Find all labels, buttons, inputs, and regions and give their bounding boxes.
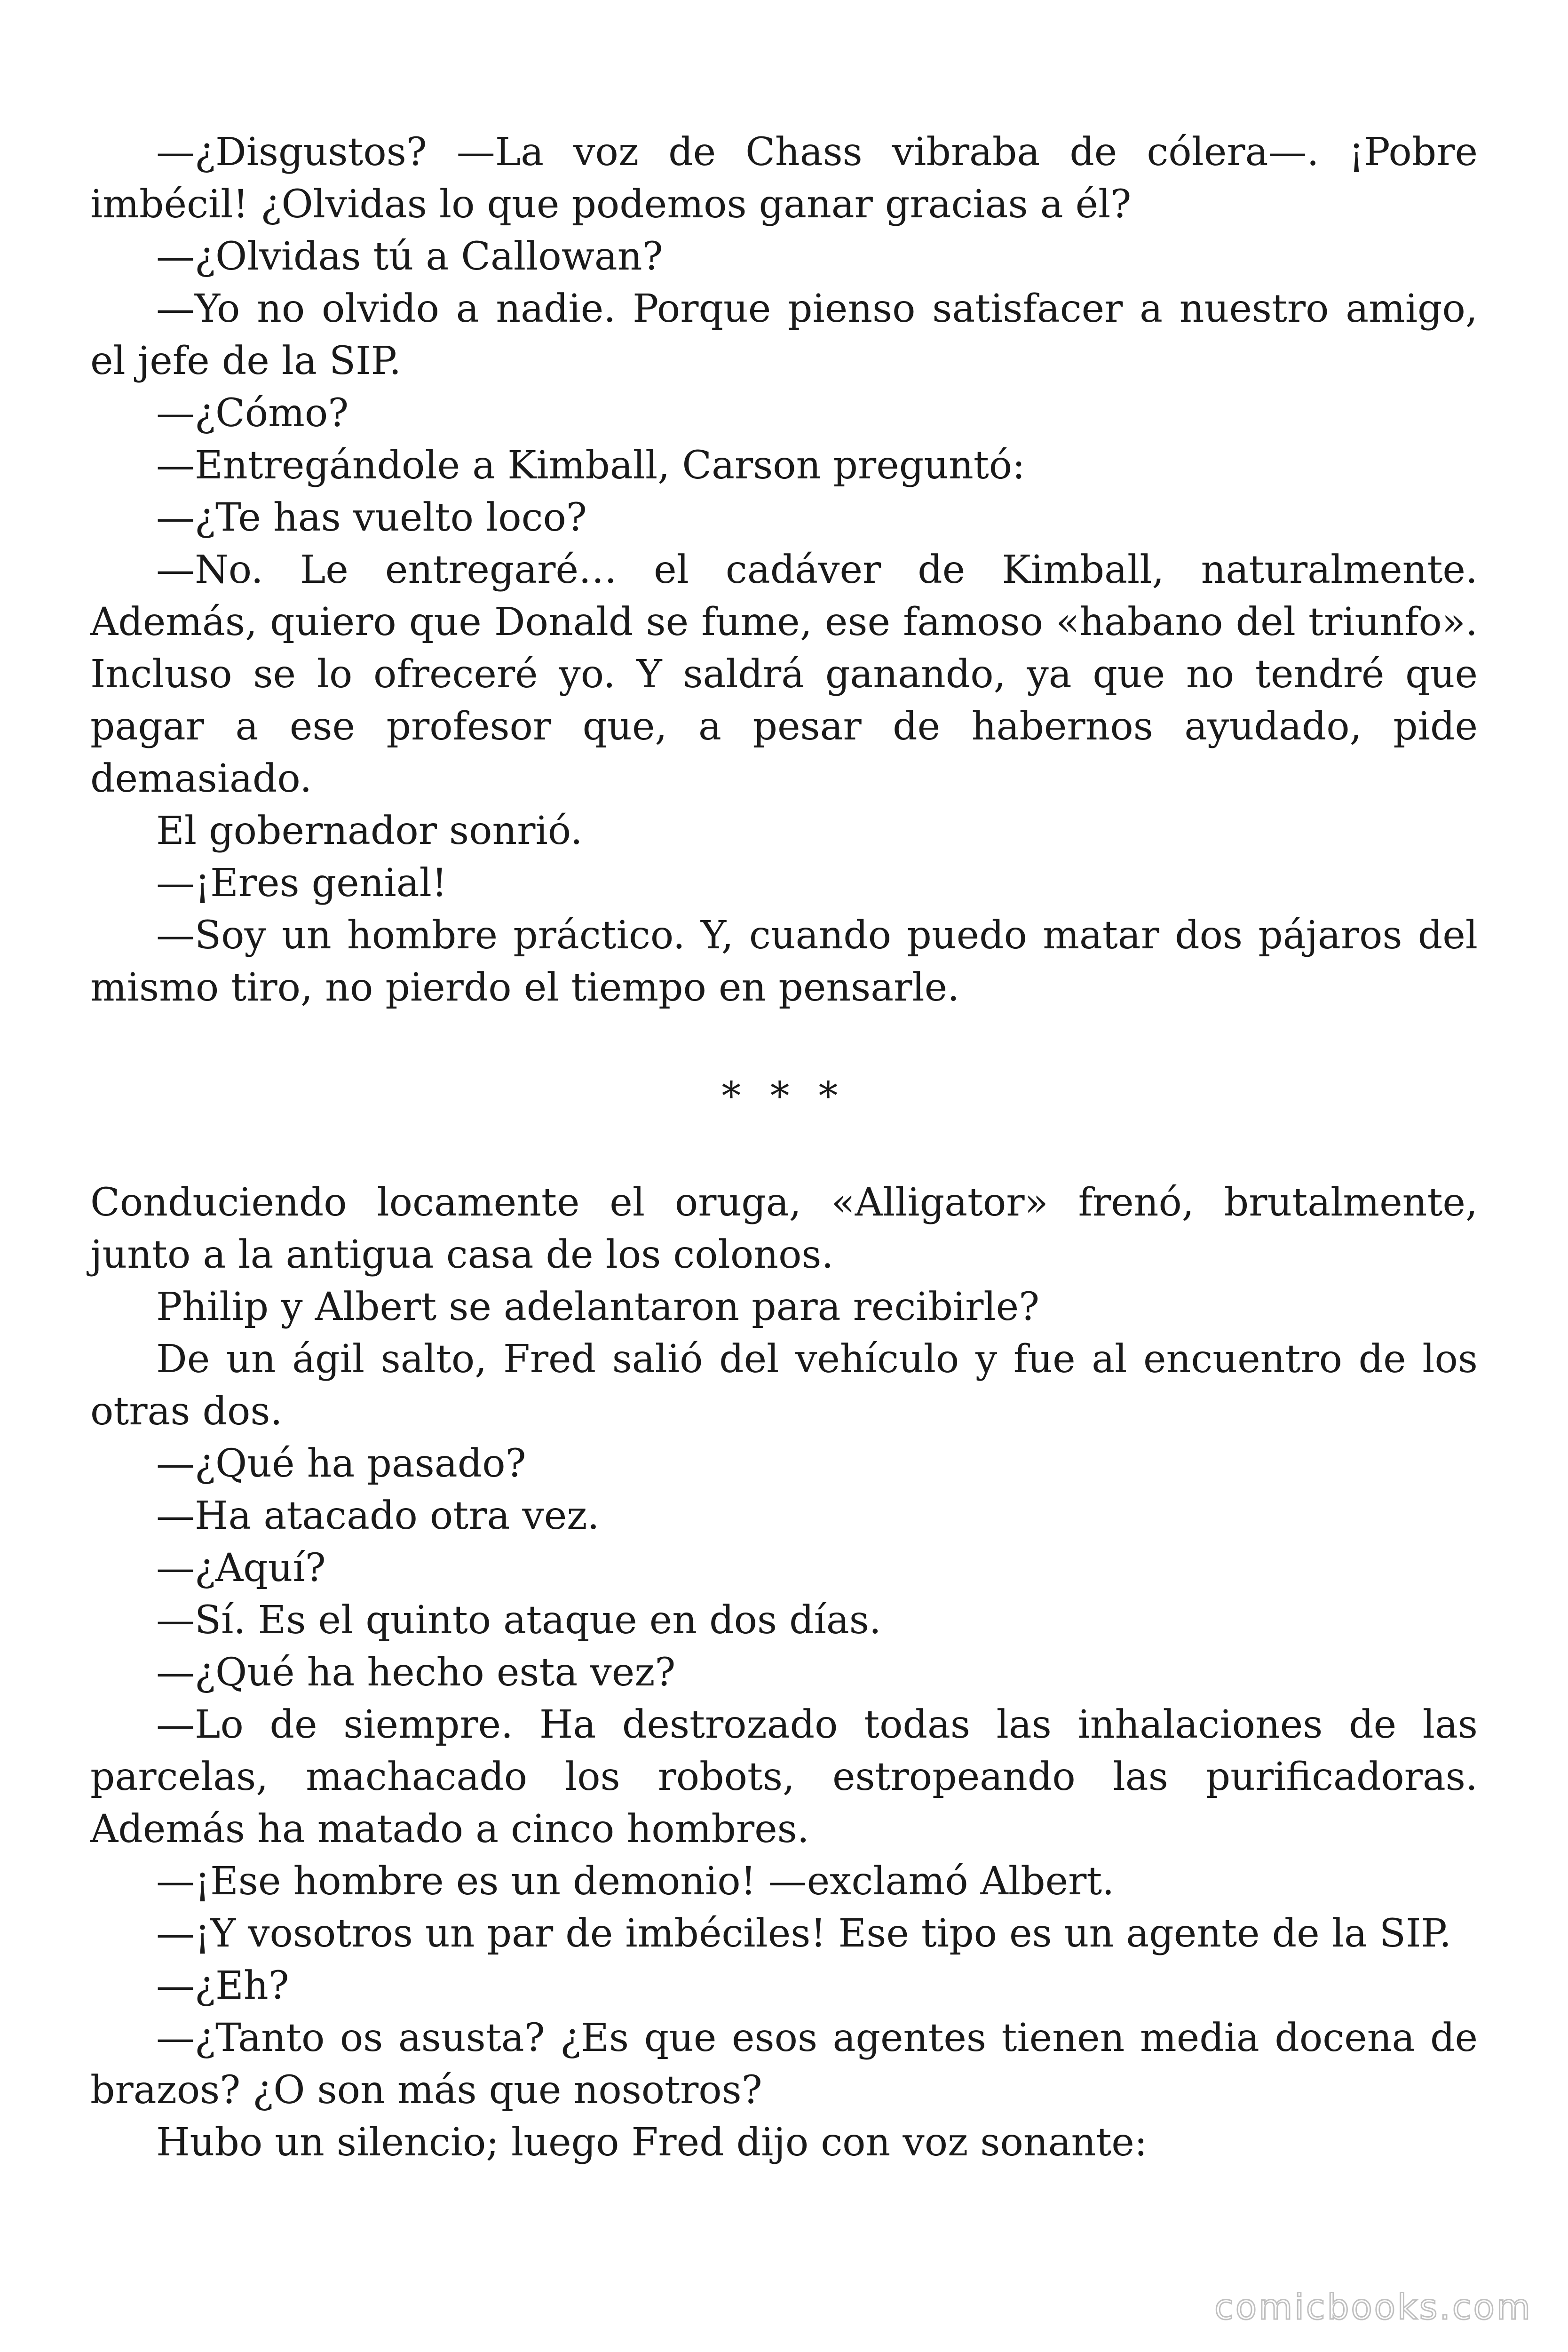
- paragraph: —Ha atacado otra vez.: [156, 1494, 600, 1538]
- paragraph: De un ágil salto, Fred salió del vehículo y fue al encuentro de los otras dos.: [90, 1337, 1478, 1434]
- paragraph: —¿Eh?: [156, 1963, 289, 2008]
- paragraph: —Lo de siempre. Ha destrozado todas las inhalaciones de las parcelas, machacado los robots, estropeando las purificadoras. Además ha matado a cinco hombres.: [90, 1702, 1478, 1851]
- paragraph: —¿Disgustos? —La voz de Chass vibraba de cólera—. ¡Pobre imbécil! ¿Olvidas lo que podemos ganar gracias a él?: [90, 130, 1478, 227]
- paragraph: —¿Te has vuelto loco?: [156, 495, 587, 540]
- paragraph: —¿Aquí?: [156, 1546, 326, 1590]
- paragraph: —¡Y vosotros un par de imbéciles! Ese tipo es un agente de la SIP.: [156, 1911, 1452, 1956]
- paragraph: —Entregándole a Kimball, Carson preguntó:: [156, 443, 1025, 488]
- paragraph: Hubo un silencio; luego Fred dijo con voz sonante:: [156, 2120, 1148, 2165]
- paragraph: —¿Cómo?: [156, 391, 349, 436]
- paragraph: —¿Qué ha hecho esta vez?: [156, 1650, 676, 1695]
- book-page: [90, 126, 1478, 2169]
- watermark: comicbooks.com: [1214, 2287, 1532, 2328]
- paragraph: —Sí. Es el quinto ataque en dos días.: [156, 1598, 881, 1643]
- paragraph: —¿Olvidas tú a Callowan?: [156, 234, 663, 279]
- paragraph: Philip y Albert se adelantaron para recibirle?: [156, 1285, 1040, 1329]
- paragraph: Conduciendo locamente el oruga, «Alligator» frenó, brutalmente, junto a la antigua casa de los colonos.: [90, 1180, 1478, 1277]
- paragraph: —¡Eres genial!: [156, 861, 447, 906]
- paragraph: —No. Le entregaré… el cadáver de Kimball, naturalmente. Además, quiero que Donald se fume, ese famoso «habano del triunfo». Incluso se lo ofreceré yo. Y saldrá ganando, ya que no tendré que pagar a ese profesor que, a pesar de habernos ayudado, pide demasiado.: [90, 548, 1478, 801]
- paragraph: —¡Ese hombre es un demonio! —exclamó Albert.: [156, 1859, 1115, 1904]
- paragraph: —¿Tanto os asusta? ¿Es que esos agentes tienen media docena de brazos? ¿O son más que nosotros?: [90, 2016, 1478, 2113]
- paragraph: El gobernador sonrió.: [156, 809, 583, 853]
- section-separator: * * *: [721, 1074, 847, 1119]
- paragraph: —¿Qué ha pasado?: [156, 1441, 526, 1486]
- paragraph: —Soy un hombre práctico. Y, cuando puedo matar dos pájaros del mismo tiro, no pierdo el tiempo en pensarle.: [90, 913, 1478, 1010]
- paragraph: —Yo no olvido a nadie. Porque pienso satisfacer a nuestro amigo, el jefe de la SIP.: [90, 286, 1478, 383]
